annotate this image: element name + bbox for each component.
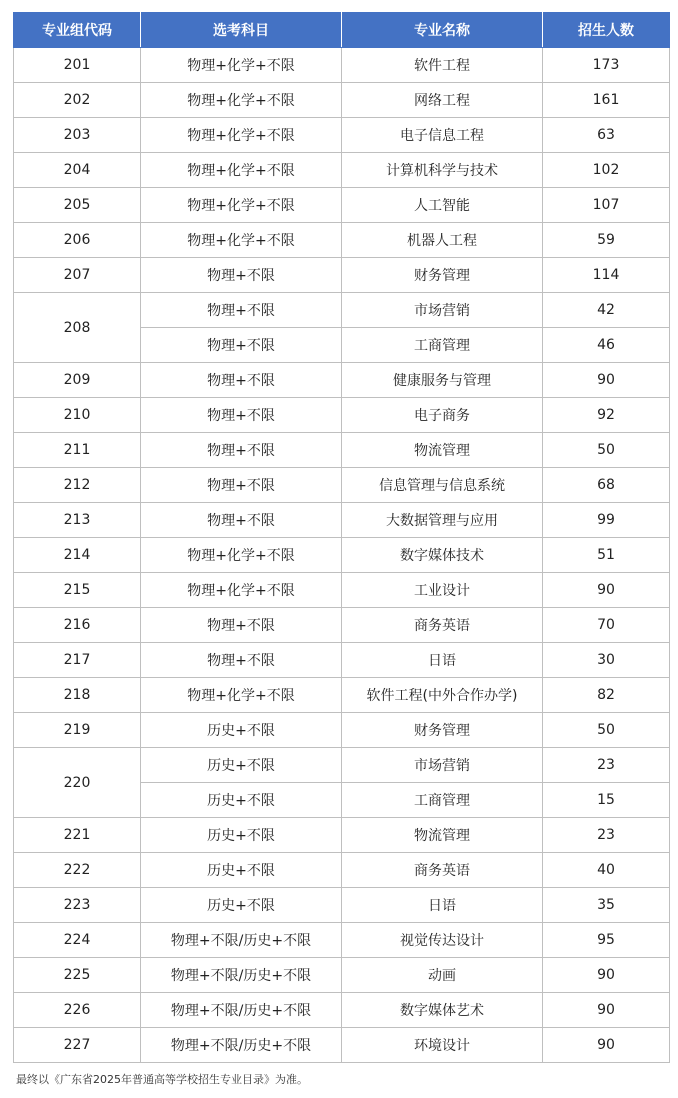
group-code-cell: 203 (14, 118, 141, 153)
major-name-cell: 日语 (342, 643, 543, 678)
admissions-table-container (13, 12, 669, 1063)
table-row (14, 363, 670, 398)
major-name-cell: 市场营销 (342, 293, 543, 328)
group-code-cell: 218 (14, 678, 141, 713)
enrollment-count-cell: 90 (543, 1028, 670, 1063)
subjects-cell: 物理+化学+不限 (141, 573, 342, 608)
table-row (14, 293, 670, 328)
group-code-cell: 223 (14, 888, 141, 923)
enrollment-count-cell: 63 (543, 118, 670, 153)
subjects-cell: 物理+化学+不限 (141, 48, 342, 83)
group-code-cell: 226 (14, 993, 141, 1028)
enrollment-count-cell: 114 (543, 258, 670, 293)
enrollment-count-cell: 90 (543, 363, 670, 398)
subjects-cell: 历史+不限 (141, 783, 342, 818)
enrollment-count-cell: 40 (543, 853, 670, 888)
group-code-cell: 207 (14, 258, 141, 293)
group-code-cell: 220 (14, 748, 141, 818)
table-body (14, 48, 670, 1063)
enrollment-count-cell: 90 (543, 573, 670, 608)
group-code-cell: 222 (14, 853, 141, 888)
major-name-cell: 网络工程 (342, 83, 543, 118)
major-name-cell: 环境设计 (342, 1028, 543, 1063)
group-code-cell: 206 (14, 223, 141, 258)
table-row (14, 573, 670, 608)
major-name-cell: 工商管理 (342, 783, 543, 818)
table-row (14, 153, 670, 188)
table-row (14, 643, 670, 678)
subjects-cell: 物理+化学+不限 (141, 118, 342, 153)
group-code-cell: 224 (14, 923, 141, 958)
major-name-cell: 商务英语 (342, 608, 543, 643)
group-code-cell: 217 (14, 643, 141, 678)
table-row (14, 678, 670, 713)
table-row (14, 888, 670, 923)
table-row (14, 1028, 670, 1063)
enrollment-count-cell: 68 (543, 468, 670, 503)
subjects-cell: 物理+不限 (141, 468, 342, 503)
group-code-cell: 216 (14, 608, 141, 643)
group-code-cell: 215 (14, 573, 141, 608)
table-row (14, 538, 670, 573)
major-name-cell: 电子信息工程 (342, 118, 543, 153)
major-name-cell: 数字媒体技术 (342, 538, 543, 573)
group-code-cell: 213 (14, 503, 141, 538)
major-name-cell: 电子商务 (342, 398, 543, 433)
admissions-table (13, 12, 670, 1063)
enrollment-count-cell: 90 (543, 958, 670, 993)
major-name-cell: 工商管理 (342, 328, 543, 363)
subjects-cell: 历史+不限 (141, 818, 342, 853)
enrollment-count-cell: 50 (543, 713, 670, 748)
enrollment-count-cell: 59 (543, 223, 670, 258)
major-name-cell: 财务管理 (342, 713, 543, 748)
enrollment-count-cell: 82 (543, 678, 670, 713)
subjects-cell: 物理+化学+不限 (141, 83, 342, 118)
major-name-cell: 健康服务与管理 (342, 363, 543, 398)
major-name-cell: 市场营销 (342, 748, 543, 783)
major-name-cell: 日语 (342, 888, 543, 923)
table-row (14, 713, 670, 748)
subjects-cell: 物理+不限 (141, 433, 342, 468)
table-row (14, 853, 670, 888)
subjects-cell: 历史+不限 (141, 748, 342, 783)
group-code-cell: 201 (14, 48, 141, 83)
table-header (14, 13, 670, 48)
group-code-cell: 225 (14, 958, 141, 993)
subjects-cell: 物理+不限 (141, 643, 342, 678)
subjects-cell: 历史+不限 (141, 853, 342, 888)
enrollment-count-cell: 92 (543, 398, 670, 433)
table-row (14, 818, 670, 853)
enrollment-count-cell: 30 (543, 643, 670, 678)
enrollment-count-cell: 99 (543, 503, 670, 538)
major-name-cell: 机器人工程 (342, 223, 543, 258)
major-name-cell: 物流管理 (342, 433, 543, 468)
group-code-cell: 219 (14, 713, 141, 748)
major-name-cell: 软件工程(中外合作办学) (342, 678, 543, 713)
table-row (14, 223, 670, 258)
header-row (14, 13, 670, 48)
major-name-cell: 数字媒体艺术 (342, 993, 543, 1028)
enrollment-count-cell: 90 (543, 993, 670, 1028)
group-code-cell: 205 (14, 188, 141, 223)
enrollment-count-cell: 42 (543, 293, 670, 328)
subjects-cell: 物理+不限 (141, 258, 342, 293)
subjects-cell: 物理+不限 (141, 328, 342, 363)
enrollment-count-cell: 95 (543, 923, 670, 958)
subjects-cell: 历史+不限 (141, 713, 342, 748)
enrollment-count-cell: 51 (543, 538, 670, 573)
subjects-cell: 物理+不限 (141, 398, 342, 433)
group-code-cell: 208 (14, 293, 141, 363)
subjects-cell: 历史+不限 (141, 888, 342, 923)
group-code-cell: 204 (14, 153, 141, 188)
table-row (14, 748, 670, 783)
table-row (14, 118, 670, 153)
major-name-cell: 工业设计 (342, 573, 543, 608)
major-name-cell: 软件工程 (342, 48, 543, 83)
major-name-cell: 视觉传达设计 (342, 923, 543, 958)
footnote: 最终以《广东省2025年普通高等学校招生专业目录》为准。 (16, 1073, 308, 1086)
major-name-cell: 商务英语 (342, 853, 543, 888)
subjects-cell: 物理+化学+不限 (141, 153, 342, 188)
group-code-cell: 221 (14, 818, 141, 853)
subjects-cell: 物理+化学+不限 (141, 678, 342, 713)
subjects-cell: 物理+不限/历史+不限 (141, 993, 342, 1028)
table-row (14, 923, 670, 958)
enrollment-count-cell: 46 (543, 328, 670, 363)
enrollment-count-cell: 102 (543, 153, 670, 188)
header-group-code: 专业组代码 (14, 13, 141, 48)
table-row (14, 468, 670, 503)
subjects-cell: 物理+不限/历史+不限 (141, 1028, 342, 1063)
table-row (14, 503, 670, 538)
table-row (14, 433, 670, 468)
subjects-cell: 物理+不限 (141, 363, 342, 398)
group-code-cell: 210 (14, 398, 141, 433)
header-subjects: 选考科目 (141, 13, 342, 48)
major-name-cell: 大数据管理与应用 (342, 503, 543, 538)
subjects-cell: 物理+不限 (141, 608, 342, 643)
subjects-cell: 物理+不限/历史+不限 (141, 923, 342, 958)
subjects-cell: 物理+不限 (141, 293, 342, 328)
major-name-cell: 信息管理与信息系统 (342, 468, 543, 503)
group-code-cell: 212 (14, 468, 141, 503)
subjects-cell: 物理+不限/历史+不限 (141, 958, 342, 993)
subjects-cell: 物理+化学+不限 (141, 223, 342, 258)
major-name-cell: 动画 (342, 958, 543, 993)
table-row (14, 398, 670, 433)
enrollment-count-cell: 161 (543, 83, 670, 118)
major-name-cell: 计算机科学与技术 (342, 153, 543, 188)
table-row (14, 83, 670, 118)
major-name-cell: 物流管理 (342, 818, 543, 853)
subjects-cell: 物理+不限 (141, 503, 342, 538)
header-enrollment: 招生人数 (543, 13, 670, 48)
group-code-cell: 202 (14, 83, 141, 118)
enrollment-count-cell: 50 (543, 433, 670, 468)
group-code-cell: 214 (14, 538, 141, 573)
major-name-cell: 财务管理 (342, 258, 543, 293)
subjects-cell: 物理+化学+不限 (141, 188, 342, 223)
group-code-cell: 227 (14, 1028, 141, 1063)
table-row (14, 258, 670, 293)
enrollment-count-cell: 107 (543, 188, 670, 223)
enrollment-count-cell: 70 (543, 608, 670, 643)
table-row (14, 48, 670, 83)
enrollment-count-cell: 23 (543, 748, 670, 783)
table-row (14, 958, 670, 993)
group-code-cell: 209 (14, 363, 141, 398)
major-name-cell: 人工智能 (342, 188, 543, 223)
table-row (14, 993, 670, 1028)
enrollment-count-cell: 173 (543, 48, 670, 83)
enrollment-count-cell: 35 (543, 888, 670, 923)
enrollment-count-cell: 15 (543, 783, 670, 818)
table-row (14, 188, 670, 223)
subjects-cell: 物理+化学+不限 (141, 538, 342, 573)
header-major-name: 专业名称 (342, 13, 543, 48)
table-row (14, 608, 670, 643)
group-code-cell: 211 (14, 433, 141, 468)
enrollment-count-cell: 23 (543, 818, 670, 853)
